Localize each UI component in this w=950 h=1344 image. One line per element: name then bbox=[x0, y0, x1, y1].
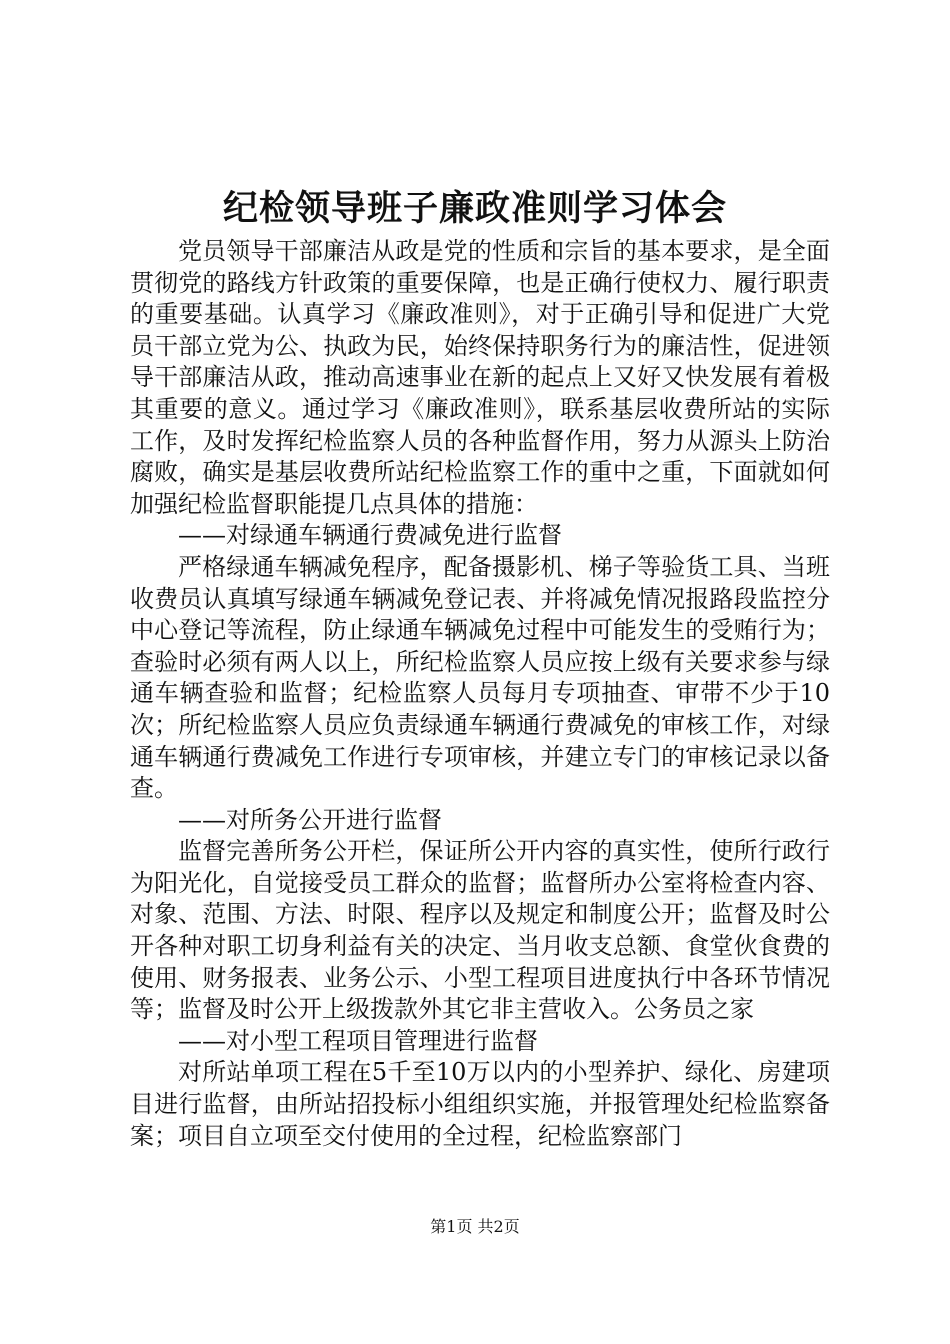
page-number-footer: 第1页 共2页 bbox=[430, 1217, 520, 1236]
paragraph-intro: 党员领导干部廉洁从政是党的性质和宗旨的基本要求，是全面贯彻党的路线方针政策的重要保障，也是正确行使权力、履行职责的重要基础。认真学习《廉政准则》，对于正确引导和促进广大党员干部立党为公、执政为民，始终保持职务行为的廉洁性，促进领导干部廉洁从政，推动高速事业在新的起点上又好又快发展有着极其重要的意义。通过学习《廉政准则》，联系基层收费所站的实际工作，及时发挥纪检监察人员的各种监督作用，努力从源头上防治腐败，确实是基层收费所站纪检监察工作的重中之重，下面就如何加强纪检监督职能提几点具体的措施： bbox=[130, 237, 830, 518]
paragraph-green-channel: 严格绿通车辆减免程序，配备摄影机、梯子等验货工具、当班收费员认真填写绿通车辆减免登记表、并将减免情况报路段监控分中心登记等流程，防止绿通车辆减免过程中可能发生的受贿行为；查验时必须有两人以上，所纪检监察人员应按上级有关要求参与绿通车辆查验和监督；纪检监察人员每月专项抽查、审带不少于10次；所纪检监察人员应负责绿通车辆通行费减免的审核工作，对绿通车辆通行费减免工作进行专项审核，并建立专门的审核记录以备查。 bbox=[130, 552, 830, 803]
section-heading-affairs-disclosure: ——对所务公开进行监督 bbox=[178, 805, 442, 834]
section-heading-small-projects: ——对小型工程项目管理进行监督 bbox=[178, 1026, 538, 1055]
document-title: 纪检领导班子廉政准则学习体会 bbox=[222, 188, 727, 229]
paragraph-affairs-disclosure: 监督完善所务公开栏，保证所公开内容的真实性，使所行政行为阳光化，自觉接受员工群众的监督；监督所办公室将检查内容、对象、范围、方法、时限、程序以及规定和制度公开；监督及时公开各种对职工切身利益有关的决定、当月收支总额、食堂伙食费的使用、财务报表、业务公示、小型工程项目进度执行中各环节情况等；监督及时公开上级拨款外其它非主营收入。公务员之家 bbox=[130, 837, 830, 1024]
paragraph-small-projects: 对所站单项工程在5千至10万以内的小型养护、绿化、房建项目进行监督，由所站招投标小组组织实施，并报管理处纪检监察备案；项目自立项至交付使用的全过程，纪检监察部门 bbox=[130, 1058, 830, 1150]
document-body bbox=[130, 236, 830, 1152]
section-heading-green-channel: ——对绿通车辆通行费减免进行监督 bbox=[178, 521, 562, 550]
